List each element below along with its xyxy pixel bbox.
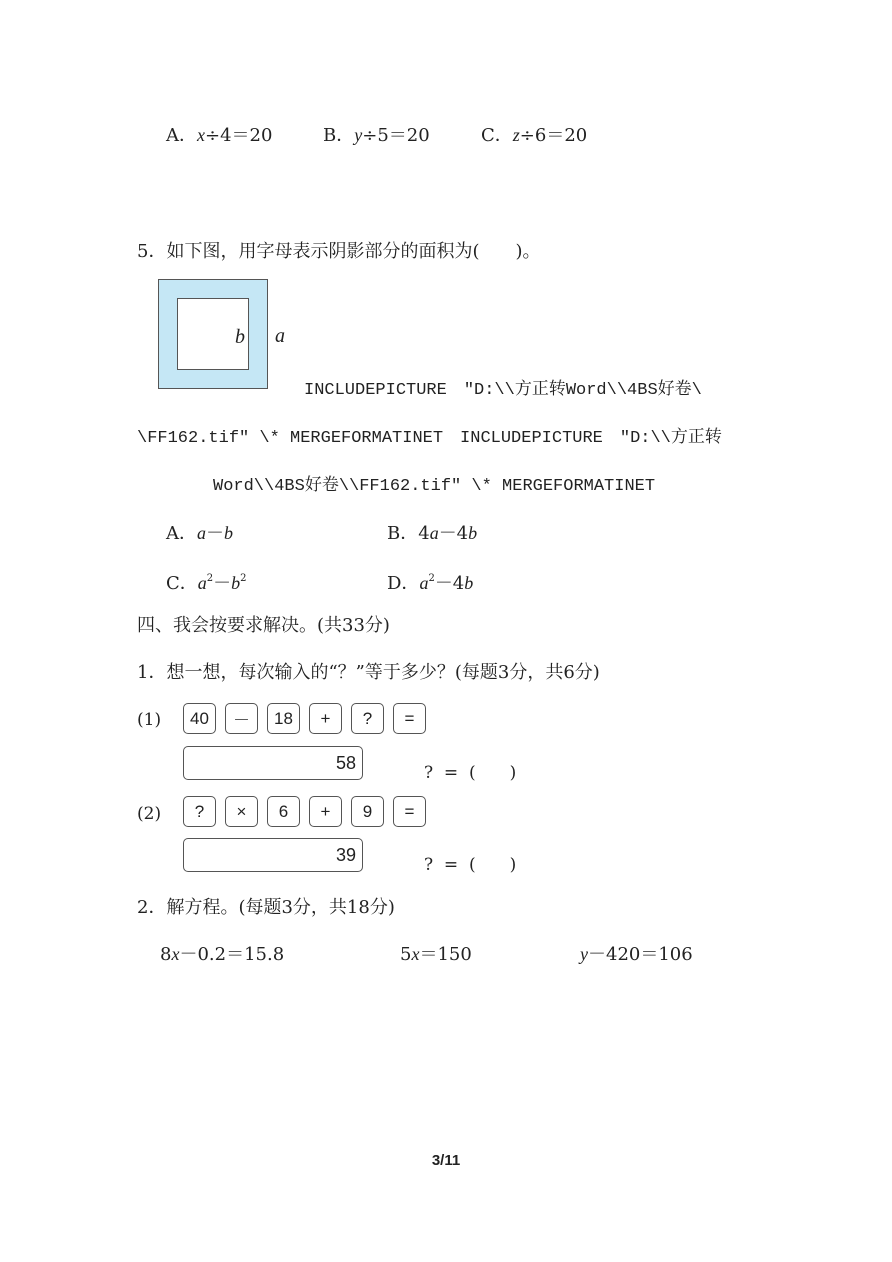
q5-option-b-c1: 4: [418, 523, 430, 544]
q4-option-b-var: y: [354, 125, 363, 145]
s4-q1-sub1-display: 58: [183, 746, 363, 780]
q4-option-b-rest: ÷5＝20: [362, 125, 430, 146]
q5-option-b: [387, 521, 477, 546]
equation-2-coef: 5: [400, 944, 412, 965]
q5-option-a-v1: a: [197, 523, 206, 543]
q5-option-c-sup2: 2: [240, 573, 247, 584]
q5-option-a-prefix: A．: [166, 523, 197, 544]
key-equals: =: [393, 796, 426, 827]
q4-option-a-prefix: A．: [166, 125, 197, 146]
key-plus: +: [309, 703, 342, 734]
figure-label-b: b: [235, 326, 245, 348]
q5-option-a-op: －: [206, 523, 224, 544]
equation-3-rest: －420＝106: [588, 944, 693, 965]
q4-option-c: [481, 123, 587, 148]
key-equals: =: [393, 703, 426, 734]
key-times: ×: [225, 796, 258, 827]
key-plus: +: [309, 796, 342, 827]
s4-q1-sub2-answer: ? = ( ): [424, 855, 517, 875]
q5-option-a: [166, 521, 233, 546]
q4-option-b: [323, 123, 430, 148]
key-question: ?: [183, 796, 216, 827]
q5-stem: 5．如下图，用字母表示阴影部分的面积为( )。: [137, 241, 541, 262]
key-6: 6: [267, 796, 300, 827]
s4-q2-stem: 2．解方程。(每题3分，共18分): [137, 897, 395, 918]
key-minus: －: [225, 703, 258, 734]
q4-option-a: [166, 123, 272, 148]
q5-option-b-v1: a: [429, 523, 439, 543]
q5-option-d-sup1: 2: [428, 573, 435, 584]
q5-option-d-op: －4: [434, 573, 465, 594]
q4-option-a-rest: ÷4＝20: [205, 125, 273, 146]
equation-1: [160, 942, 284, 967]
key-question: ?: [351, 703, 384, 734]
s4-q1-stem: 1．想一想，每次输入的“？”等于多少？(每题3分，共6分): [137, 662, 600, 683]
key-40: 40: [183, 703, 216, 734]
equation-1-var: x: [171, 944, 180, 964]
q5-option-b-op: －4: [438, 523, 469, 544]
q5-option-c-v2: b: [231, 573, 241, 593]
q5-option-c: [166, 567, 247, 596]
equation-2-var: x: [411, 944, 420, 964]
s4-q1-sub2-display: 39: [183, 838, 363, 872]
q5-option-d-v1: a: [419, 573, 429, 593]
q5-option-d-prefix: D．: [387, 573, 420, 594]
equation-1-rest: －0.2＝15.8: [179, 944, 285, 965]
q5-option-c-op: －: [213, 573, 232, 594]
key-9: 9: [351, 796, 384, 827]
q4-option-c-var: z: [512, 125, 520, 145]
q5-option-d: [387, 567, 473, 596]
q5-option-a-v2: b: [224, 523, 233, 543]
q4-option-c-prefix: C．: [481, 125, 513, 146]
page-number: 3/11: [431, 1152, 461, 1169]
key-18: 18: [267, 703, 300, 734]
figure-label-a: a: [275, 325, 285, 347]
equation-2: [400, 942, 472, 967]
equation-3-var: y: [580, 944, 588, 964]
q4-option-a-var: x: [197, 125, 205, 145]
q5-option-d-v2: b: [464, 573, 474, 593]
shaded-square-figure: [158, 279, 268, 389]
q4-option-b-prefix: B．: [323, 125, 355, 146]
s4-q1-sub2-label: (2): [137, 804, 162, 824]
s4-q1-sub1-label: (1): [137, 710, 162, 730]
equation-3: [580, 942, 693, 967]
q5-option-c-prefix: C．: [166, 573, 198, 594]
q5-option-c-sup1: 2: [206, 573, 214, 584]
q4-option-c-rest: ÷6＝20: [519, 125, 588, 146]
field-code-line-1: INCLUDEPICTURE "D:\\方正转Word\\4BS好卷\: [304, 381, 702, 400]
section-4-heading: 四、我会按要求解决。(共33分): [137, 615, 390, 636]
field-code-line-2: \FF162.tif" \* MERGEFORMATINET INCLUDEPICTURE "D:\\方正转: [137, 429, 722, 448]
q5-option-c-v1: a: [197, 573, 207, 593]
s4-q1-sub1-answer: ? = ( ): [424, 763, 517, 783]
q5-option-b-v2: b: [468, 523, 478, 543]
equation-1-coef: 8: [160, 944, 172, 965]
q5-option-b-prefix: B．: [387, 523, 419, 544]
field-code-line-3: Word\\4BS好卷\\FF162.tif" \* MERGEFORMATINET: [213, 477, 656, 496]
equation-2-rest: ＝150: [419, 944, 472, 965]
